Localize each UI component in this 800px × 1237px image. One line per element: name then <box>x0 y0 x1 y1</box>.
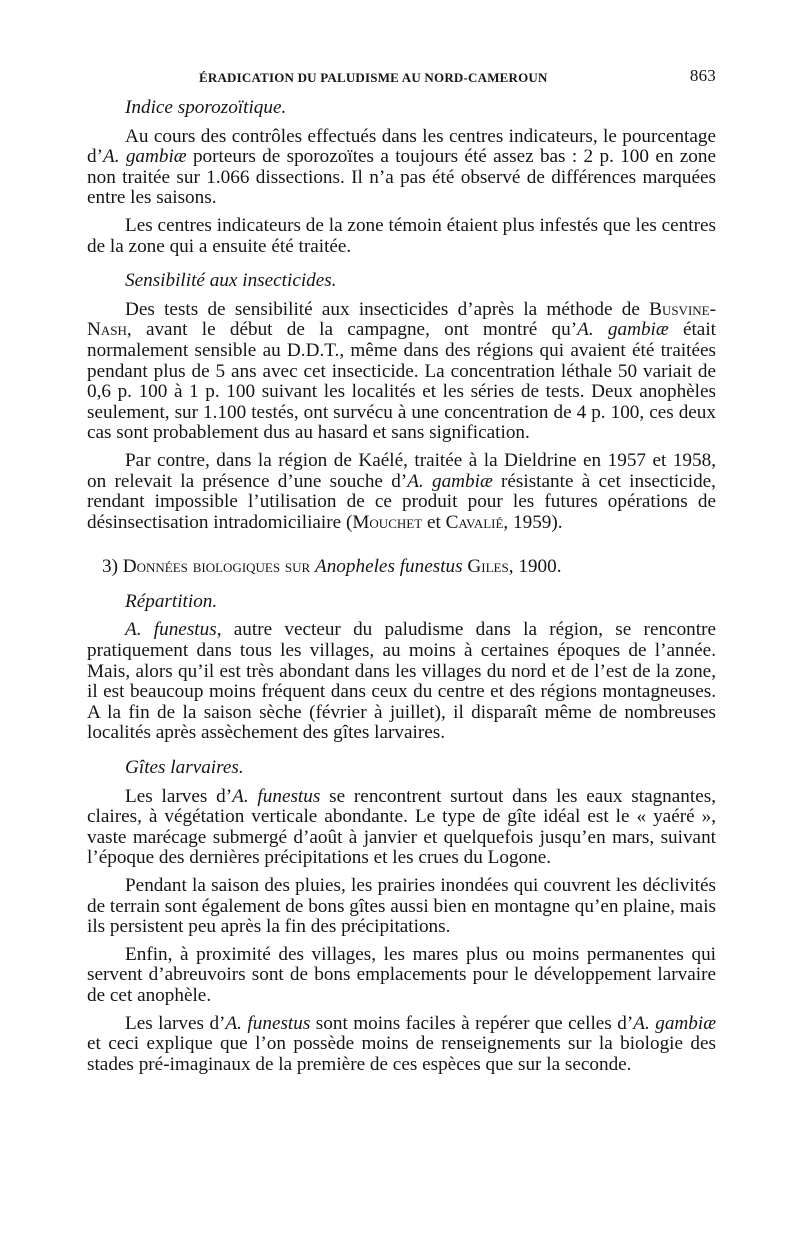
section-heading <box>87 557 716 578</box>
text-run: et <box>422 511 446 533</box>
paragraph <box>87 787 716 869</box>
species-name: A. gambiæ <box>577 319 669 341</box>
text-run: , 1900. <box>508 556 562 578</box>
text-run: Les larves d’ <box>125 785 233 807</box>
paragraph <box>87 300 716 444</box>
text-run: Les larves d’ <box>125 1012 226 1034</box>
running-header <box>87 66 716 94</box>
author-name: Busvine-Nash <box>87 298 716 341</box>
subhead-sensibilite-insecticides: Sensibilité aux insecticides. <box>125 270 337 292</box>
species-name: A. gambiæ <box>102 146 187 168</box>
text-run: se rencontrent surtout dans les eaux stagnantes, claires, à végétation verticale abondante. Le type de gîte idéal est le « yaéré », vaste marécage submergé d’août à janvier et quelquefois jusqu’en mars, suivant l’époque des dernières précipitations et les crues du Logone. <box>87 785 716 869</box>
author-name: Cavalié <box>445 511 504 533</box>
text-run: et ceci explique que l’on possède moins de renseignements sur la biologie des stades pré-imaginaux de la première de ces espèces que sur la seconde. <box>87 1033 716 1075</box>
section-number: 3) <box>102 556 123 578</box>
text-run: porteurs de sporozoïtes a toujours été assez bas : 2 p. 100 en zone non traitée sur 1.066 dissections. Il n’a pas été observé de différences marquées entre les saisons. <box>87 146 716 209</box>
paragraph <box>87 451 716 533</box>
paragraph: Pendant la saison des pluies, les prairies inondées qui couvrent les déclivités de terrain sont également de bons gîtes aussi bien en montagne qu’en plaine, mais ils persistent peu après la fin des précipitations. <box>87 875 716 938</box>
text-run: Données biologiques sur <box>122 556 315 578</box>
text-run: résistante à cet insecticide, rendant impossible l’utilisation de ce produit pour les futures opérations de désinsectisation intradomiciliaire ( <box>87 470 716 533</box>
text-run: sont moins faciles à repérer que celles d’ <box>310 1012 634 1034</box>
species-name: Anopheles funestus <box>314 556 463 578</box>
document-page <box>87 66 716 1082</box>
text-run: Au cours des contrôles effectués dans les centres indicateurs, le pourcentage d’ <box>87 125 716 168</box>
text-run: Par contre, dans la région de Kaélé, traitée à la Dieldrine en 1957 et 1958, on relevait la présence d’une souche d’ <box>87 449 716 492</box>
paragraph: Enfin, à proximité des villages, les mares plus ou moins permanentes qui servent d’abreuvoirs sont de bons emplacements pour le développement larvaire de cet anophèle. <box>87 943 716 1006</box>
species-name: A. funestus <box>225 1012 311 1034</box>
paragraph <box>87 620 716 744</box>
subhead-indice-sporozoitique: Indice sporozoïtique. <box>125 97 287 118</box>
page-number: 863 <box>689 66 716 85</box>
author-name: Mouchet <box>352 511 423 533</box>
paragraph <box>87 1014 716 1076</box>
text-run: Des tests de sensibilité aux insecticides d’après la méthode de <box>125 298 650 320</box>
paragraph: Les centres indicateurs de la zone témoin étaient plus infestés que les centres de la zone qui a ensuite été traitée. <box>87 214 716 257</box>
author-name: Giles <box>467 556 509 578</box>
subhead-repartition: Répartition. <box>125 590 218 612</box>
species-name: A. gambiæ <box>633 1012 716 1034</box>
species-name: A. gambiæ <box>407 470 493 492</box>
text-run: , avant le début de la campagne, ont montré qu’ <box>126 319 578 341</box>
text-run: , autre vecteur du paludisme dans la région, se rencontre pratiquement dans tous les villages, au moins à certaines époques de l’année. Mais, alors qu’il est très abondant dans les villages du nord et de l’est de la zone, il est beaucoup moins fréquent dans ceux du centre et des régions montagneuses. A la fin de la saison sèche (février à juillet), il disparaît même de nombreuses localités après assèchement des gîtes larvaires. <box>87 619 716 744</box>
paragraph <box>87 127 716 209</box>
subhead-gites-larvaires: Gîtes larvaires. <box>125 757 244 779</box>
text-run: , 1959). <box>503 511 563 533</box>
text-run: était normalement sensible au D.D.T., même dans des régions qui avaient été traitées pendant plus de 5 ans avec cet insecticide. La concentration léthale 50 variait de 0,6 p. 100 à 1 p. 100 suivant les localités et les séries de tests. Deux anophèles seulement, sur 1.100 testés, ont survécu à une concentration de 4 p. 100, ces deux cas sont probablement dus au hasard et sans signification. <box>87 319 716 444</box>
running-title: ÉRADICATION DU PALUDISME AU NORD-CAMEROUN <box>199 70 548 85</box>
species-name: A. funestus <box>232 785 321 807</box>
species-name: A. funestus <box>125 619 217 641</box>
